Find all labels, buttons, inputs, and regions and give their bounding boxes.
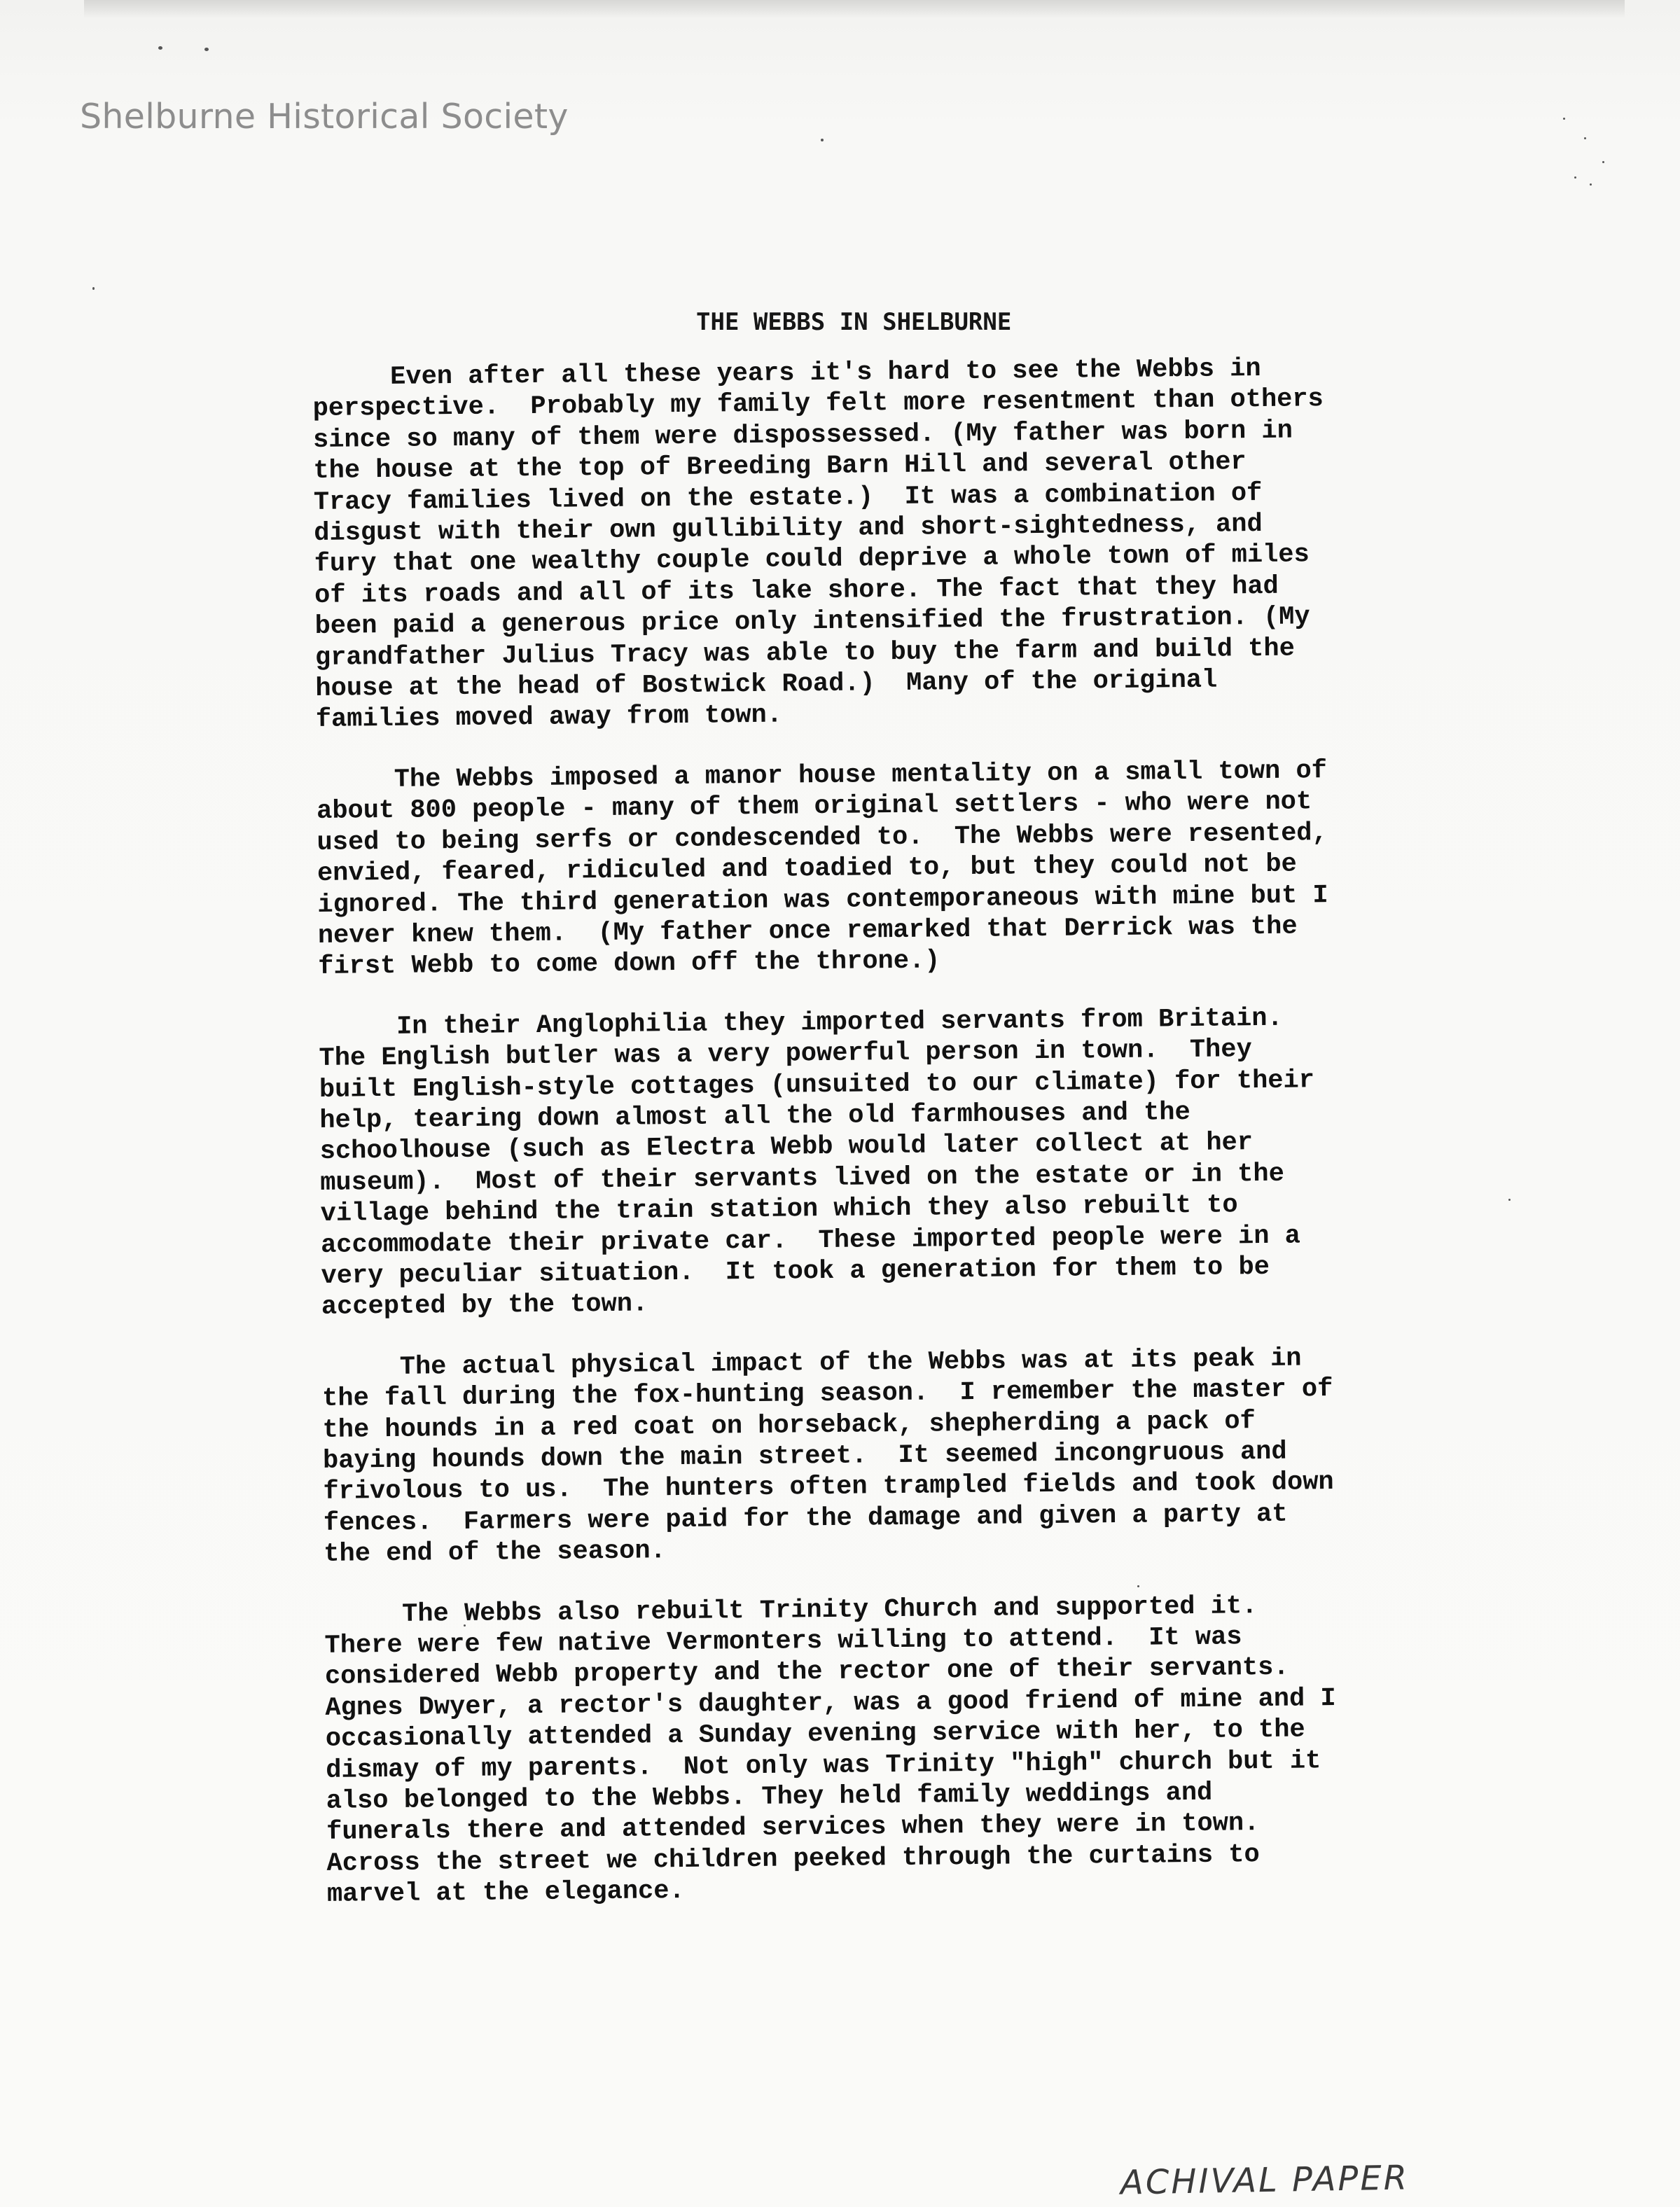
text-line: considered Webb property and the rector one of their servants.	[324, 1653, 1289, 1692]
text-line: schoolhouse (such as Electra Webb would later collect at her	[319, 1128, 1254, 1167]
text-line: fences. Farmers were paid for the damage and given a party at	[323, 1499, 1288, 1538]
scan-speck	[1563, 118, 1565, 120]
document-title: THE WEBBS IN SHELBURNE	[696, 308, 1012, 336]
text-line: village behind the train station which they also rebuilt to	[320, 1190, 1238, 1230]
scan-speck	[92, 287, 95, 290]
text-line: The Webbs also rebuilt Trinity Church and supported it.	[324, 1591, 1258, 1630]
paragraph	[319, 1001, 1554, 1323]
text-line: used to being serfs or condescended to. The Webbs were resented,	[317, 818, 1328, 858]
text-line: envied, feared, ridiculed and toadied to, but they could not be	[317, 849, 1297, 889]
text-line: grandfather Julius Tracy was able to buy the farm and build the	[314, 634, 1296, 673]
text-line: Tracy families lived on the estate.) It was a combination of	[313, 478, 1263, 517]
text-line: since so many of them were dispossessed. (My father was born in	[312, 416, 1293, 455]
scan-speck	[1574, 176, 1576, 179]
text-line: about 800 people - many of them original settlers - who were not	[316, 787, 1312, 827]
text-line: never knew them. (My father once remarked that Derrick was the	[317, 912, 1298, 951]
text-line: occasionally attended a Sunday evening service with her, to the	[325, 1715, 1305, 1755]
text-line: disgust with their own gullibility and short-sightedness, and	[314, 510, 1263, 549]
text-line: Agnes Dwyer, a rector's daughter, was a good friend of mine and I	[325, 1683, 1336, 1723]
text-line: museum). Most of their servants lived on the estate or in the	[320, 1159, 1285, 1198]
text-line: of its roads and all of its lake shore. The fact that they had	[314, 571, 1279, 611]
scan-speck	[1602, 161, 1604, 163]
text-line: the end of the season.	[324, 1536, 667, 1570]
paragraph	[312, 351, 1548, 736]
watermark: Shelburne Historical Society	[80, 97, 569, 137]
text-line: Across the street we children peeked through the curtains to	[326, 1839, 1260, 1879]
scan-speck	[821, 139, 824, 141]
text-line: There were few native Vermonters willing to attend. It was	[324, 1622, 1242, 1661]
scan-top-edge	[84, 0, 1625, 18]
text-line: built English-style cottages (unsuited to our climate) for their	[319, 1065, 1315, 1105]
scan-speck	[1584, 137, 1586, 139]
text-line: The English butler was a very powerful person in town. They	[319, 1035, 1252, 1074]
text-line: frivolous to us. The hunters often trampled fields and took down	[323, 1468, 1334, 1508]
text-line: the house at the top of Breeding Barn Hill and several other	[313, 447, 1247, 487]
text-line: ignored. The third generation was contemporaneous with mine but I	[317, 880, 1328, 920]
text-line: dismay of my parents. Not only was Trinity "high" church but it	[326, 1746, 1321, 1785]
text-line: house at the head of Bostwick Road.) Many of the original	[315, 665, 1218, 704]
text-line: help, tearing down almost all the old farmhouses and the	[319, 1097, 1190, 1136]
text-line: marvel at the elegance.	[326, 1877, 685, 1910]
text-line: also belonged to the Webbs. They held family weddings and	[326, 1778, 1213, 1816]
text-line: In their Anglophilia they imported servants from Britain.	[318, 1003, 1283, 1043]
text-line: been paid a generous price only intensified the frustration. (My	[314, 602, 1310, 642]
text-line: The Webbs imposed a manor house mentality on a small town of	[316, 756, 1328, 795]
text-line: very peculiar situation. It took a generation for them to be	[321, 1252, 1270, 1291]
text-line: baying hounds down the main street. It seemed incongruous and	[322, 1437, 1287, 1476]
handwritten-note: ACHIVAL PAPER	[1120, 2158, 1410, 2203]
paragraph	[317, 753, 1551, 983]
text-line: Even after all these years it's hard to see the Webbs in	[312, 354, 1261, 393]
text-line: accommodate their private car. These imported people were in a	[320, 1221, 1301, 1260]
text-line: perspective. Probably my family felt more resentment than others	[312, 384, 1324, 424]
scan-speck	[204, 48, 209, 51]
text-line: first Webb to come down off the throne.)	[318, 946, 940, 982]
document-body	[312, 351, 1560, 1940]
scan-speck	[1590, 183, 1592, 186]
text-line: the hounds in a red coat on horseback, shepherding a pack of	[322, 1406, 1256, 1445]
paragraph	[324, 1588, 1560, 1911]
text-line: families moved away from town.	[315, 701, 783, 735]
text-line: fury that one wealthy couple could deprive a whole town of miles	[314, 540, 1310, 580]
text-line: funerals there and attended services when they were in town.	[326, 1809, 1260, 1848]
scan-speck	[158, 46, 162, 50]
paragraph	[322, 1341, 1557, 1571]
text-line: The actual physical impact of the Webbs was at its peak in	[321, 1344, 1302, 1383]
text-line: the fall during the fox-hunting season. I remember the master of	[322, 1374, 1333, 1414]
text-line: accepted by the town.	[321, 1289, 648, 1323]
